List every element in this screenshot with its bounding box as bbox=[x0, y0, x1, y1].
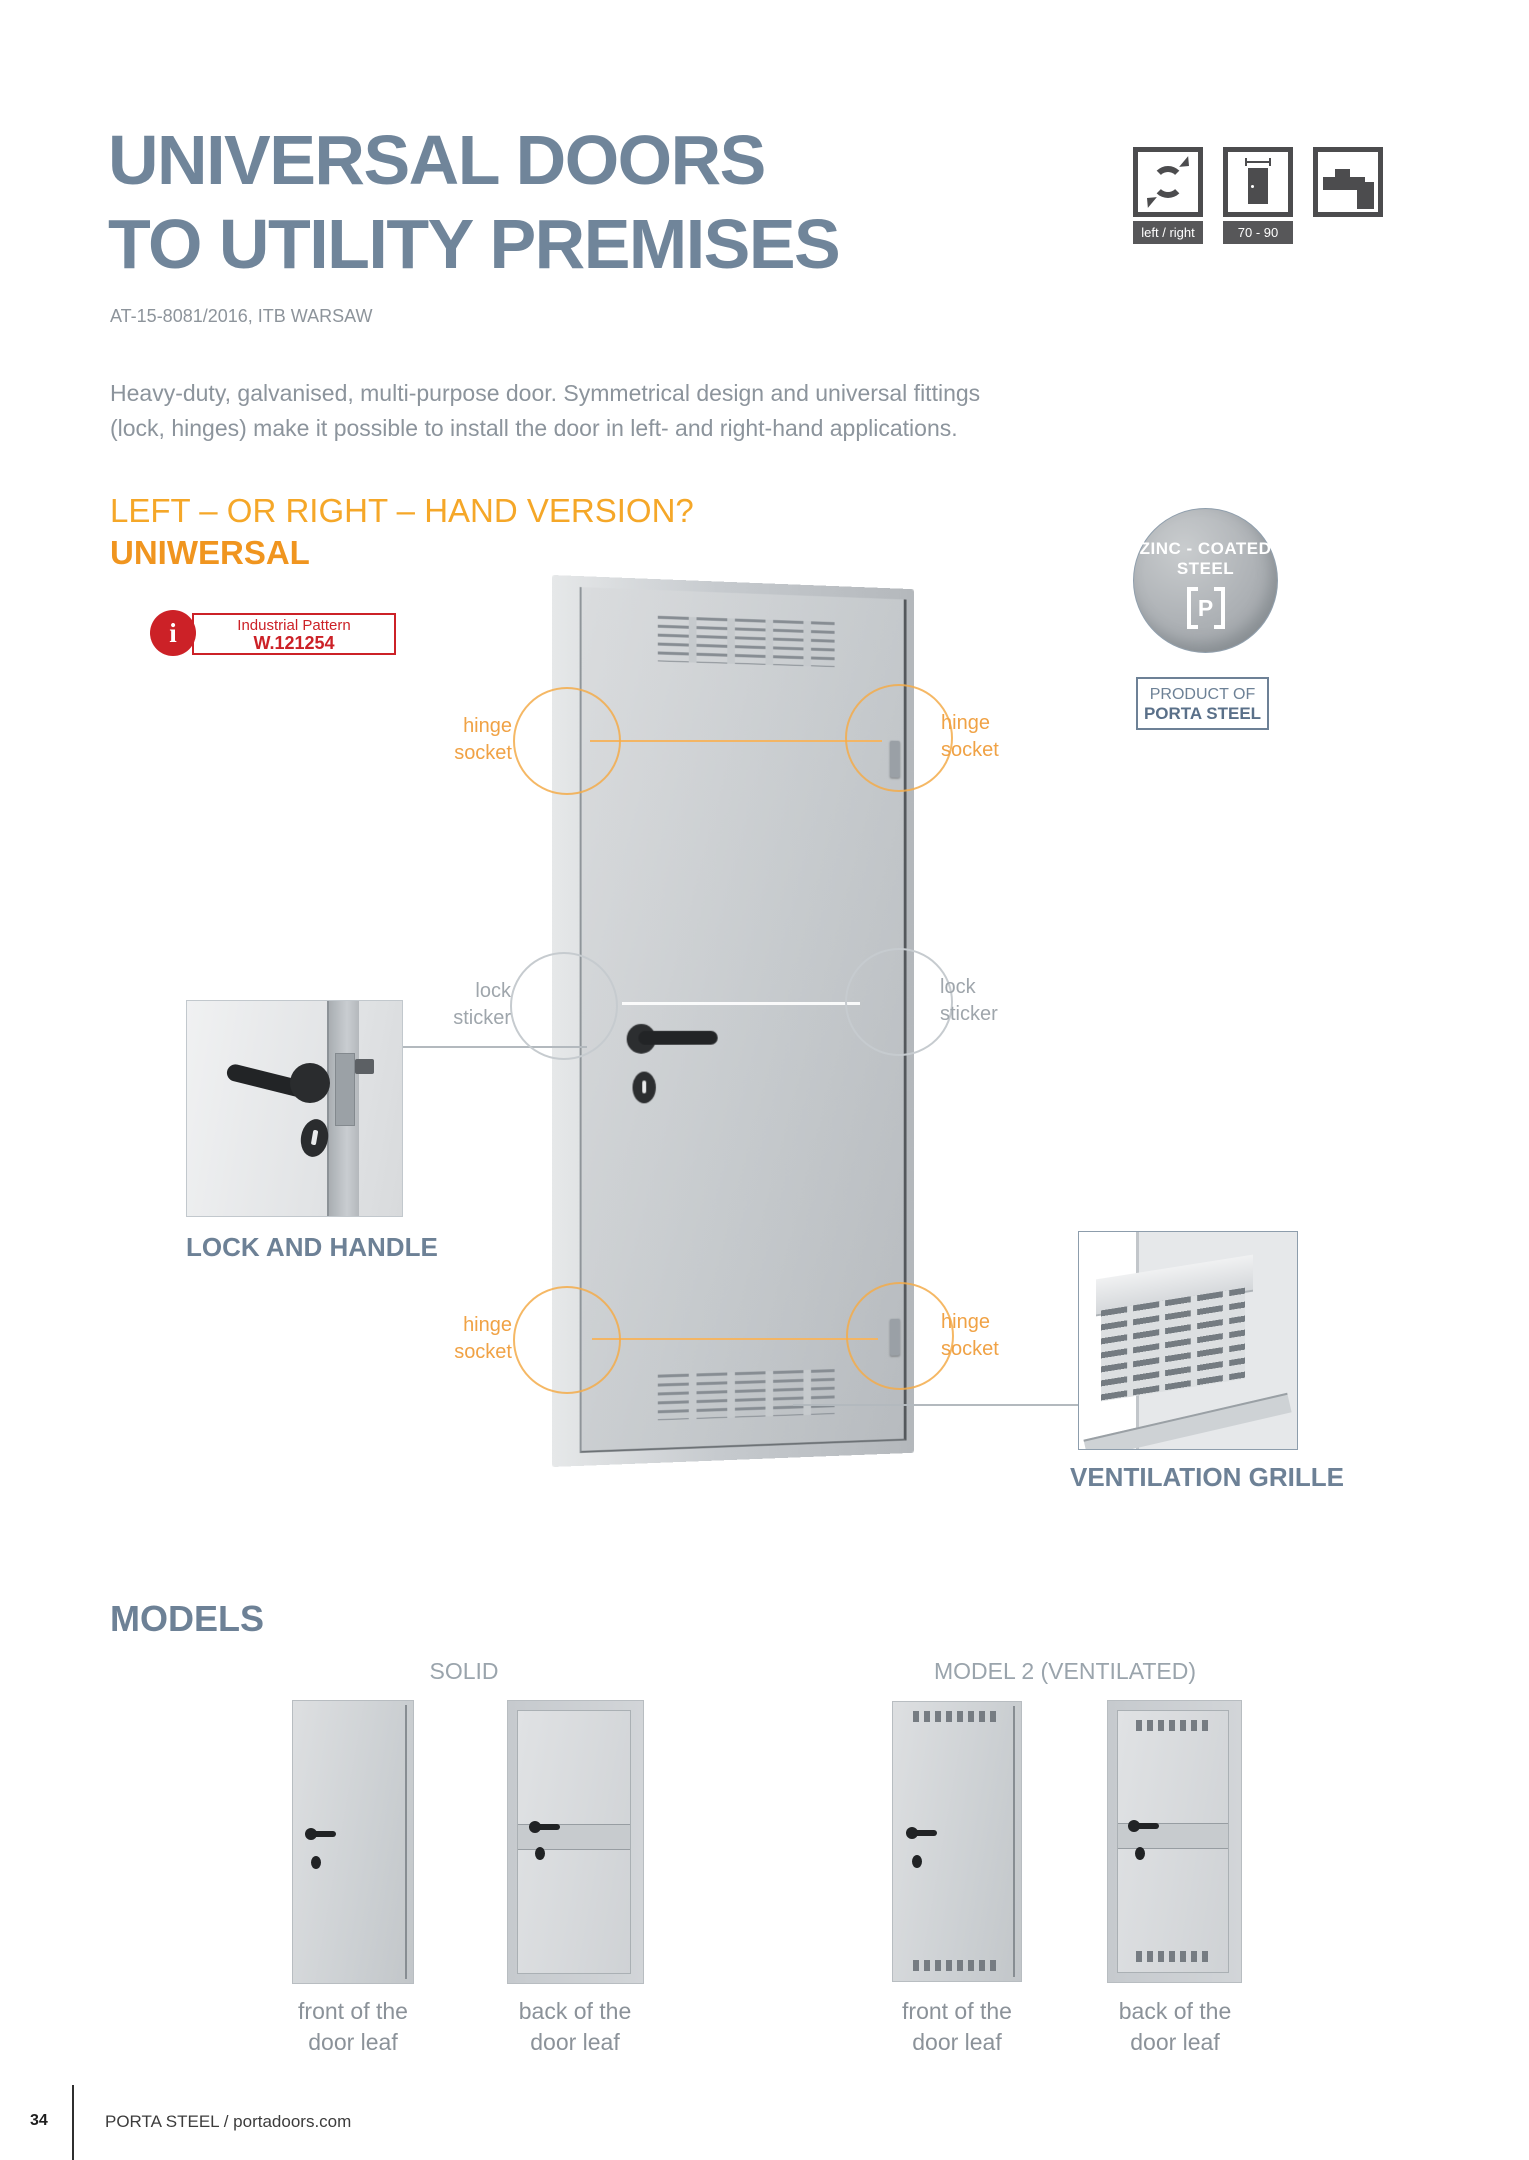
thumb-lock bbox=[311, 1856, 321, 1869]
logo-letter: P bbox=[1197, 595, 1214, 621]
hinge-top-callout-line bbox=[590, 740, 882, 742]
product-of-badge bbox=[1136, 677, 1269, 730]
ventilation-caption: VENTILATION GRILLE bbox=[1070, 1462, 1344, 1492]
porta-logo-icon bbox=[1187, 587, 1225, 629]
description-line1: Heavy-duty, galvanised, multi-purpose door. Symmetrical design and universal fittings bbox=[110, 380, 981, 406]
caption-solid-back bbox=[460, 1996, 690, 2058]
profile-tab-icon bbox=[1335, 169, 1350, 177]
hinge-bottom-callout-line bbox=[592, 1338, 878, 1340]
lock-bolt bbox=[355, 1059, 374, 1074]
profile-block-icon bbox=[1357, 182, 1374, 209]
industrial-pattern-label: Industrial Pattern bbox=[237, 617, 351, 634]
zinc-coated-steel-badge bbox=[1133, 508, 1278, 653]
version-heading: LEFT – OR RIGHT – HAND VERSION? bbox=[110, 492, 694, 529]
hinge-top-right-circle bbox=[845, 684, 953, 792]
thumb-handle bbox=[534, 1824, 560, 1830]
logo-bracket-right bbox=[1214, 587, 1225, 629]
door-thumb-vent-front bbox=[892, 1701, 1022, 1982]
caption-line2: door leaf bbox=[912, 2029, 1002, 2055]
certificate-reference: AT-15-8081/2016, ITB WARSAW bbox=[110, 306, 373, 326]
hinge-bottom-left-circle bbox=[513, 1286, 621, 1394]
lock-cylinder bbox=[633, 1072, 656, 1104]
arrowhead-icon bbox=[1179, 156, 1199, 176]
thumb-inner-panel bbox=[517, 1710, 631, 1974]
callout-hinge-bottom-left: hinge socket bbox=[454, 1314, 512, 1363]
door-edge-line bbox=[405, 1705, 407, 1979]
hinge-top-left-circle bbox=[513, 687, 621, 795]
callout-hinge-top-left: hinge socket bbox=[454, 715, 512, 764]
models-heading: MODELS bbox=[110, 1598, 265, 1639]
door-thumb-solid-back bbox=[507, 1700, 644, 1984]
width-measure-icon bbox=[1245, 161, 1271, 163]
version-subheading: UNIWERSAL bbox=[110, 534, 310, 571]
thumb-vent-top bbox=[913, 1711, 997, 1722]
page-number: 34 bbox=[30, 2112, 48, 2129]
callout-lock-right: lock sticker bbox=[940, 976, 998, 1025]
thumb-handle bbox=[1133, 1823, 1159, 1829]
caption-vent-front bbox=[842, 1996, 1072, 2058]
width-icon-label: 70 - 90 bbox=[1223, 221, 1293, 244]
callout-hinge-top-right: hinge socket bbox=[941, 712, 999, 761]
industrial-pattern-badge bbox=[192, 613, 396, 655]
door-top-vent-grille bbox=[657, 616, 834, 667]
thumb-lock bbox=[912, 1855, 922, 1868]
caption-vent-back bbox=[1060, 1996, 1290, 2058]
product-description bbox=[110, 376, 980, 446]
page-title bbox=[108, 118, 839, 286]
left-right-swap-icon bbox=[1133, 147, 1203, 217]
door-handle-dot-icon bbox=[1251, 185, 1254, 188]
caption-line1: back of the bbox=[518, 1998, 632, 2024]
thumb-lock bbox=[1135, 1847, 1145, 1860]
footer-divider bbox=[72, 2085, 74, 2160]
zinc-badge-line1: ZINC - COATED bbox=[1139, 539, 1272, 558]
info-icon: i bbox=[150, 610, 196, 656]
page-title-line2: TO UTILITY PREMISES bbox=[108, 205, 840, 283]
hinge-bottom-right-circle bbox=[846, 1282, 954, 1390]
swap-arrows-icon bbox=[1152, 166, 1184, 198]
ventilation-grille-photo bbox=[1078, 1231, 1298, 1450]
door-leaf-icon bbox=[1248, 168, 1268, 204]
caption-line1: front of the bbox=[298, 1998, 408, 2024]
zinc-badge-line2: STEEL bbox=[1176, 559, 1235, 578]
caption-solid-front bbox=[238, 1996, 468, 2058]
keyhole bbox=[642, 1081, 646, 1094]
lock-handle-caption: LOCK AND HANDLE bbox=[186, 1232, 438, 1262]
caption-line1: back of the bbox=[1118, 1998, 1232, 2024]
thumb-handle bbox=[911, 1830, 937, 1836]
callout-lock-left: lock sticker bbox=[453, 980, 511, 1029]
lock-left-circle bbox=[510, 952, 618, 1060]
caption-line2: door leaf bbox=[1130, 2029, 1220, 2055]
caption-line1: front of the bbox=[902, 1998, 1012, 2024]
column-header-solid: SOLID bbox=[429, 1658, 499, 1684]
thumb-vent-bottom bbox=[913, 1960, 997, 1971]
product-of-line2: PORTA STEEL bbox=[1143, 704, 1262, 723]
caption-line2: door leaf bbox=[308, 2029, 398, 2055]
thumb-lock bbox=[535, 1847, 545, 1860]
door-width-icon bbox=[1223, 147, 1293, 217]
handle-base bbox=[290, 1063, 330, 1103]
door-edge-line bbox=[1013, 1706, 1015, 1977]
industrial-pattern-number: W.121254 bbox=[253, 633, 335, 653]
swap-icon-label: left / right bbox=[1133, 221, 1203, 244]
lock-right-circle bbox=[845, 948, 953, 1056]
thumb-inner-panel bbox=[1117, 1710, 1229, 1973]
footer-brand: PORTA STEEL / portadoors.com bbox=[105, 2112, 352, 2131]
thumb-handle bbox=[310, 1831, 336, 1837]
description-line2: (lock, hinges) make it possible to install the door in left- and right-hand applications. bbox=[110, 415, 958, 441]
lock-faceplate bbox=[335, 1053, 354, 1126]
door-bottom-vent-grille bbox=[657, 1369, 834, 1420]
lock-handle-photo bbox=[186, 1000, 403, 1217]
page-title-line1: UNIVERSAL DOORS bbox=[108, 121, 765, 199]
column-header-ventilated: MODEL 2 (VENTILATED) bbox=[934, 1658, 1196, 1684]
frame-profile-icon bbox=[1313, 147, 1383, 217]
ventilation-callout-line bbox=[793, 1404, 1078, 1406]
door-thumb-vent-back bbox=[1107, 1700, 1242, 1983]
thumb-vent-top bbox=[1136, 1720, 1209, 1731]
thumb-vent-bottom bbox=[1136, 1951, 1209, 1962]
callout-hinge-bottom-right: hinge socket bbox=[941, 1311, 999, 1360]
keyhole bbox=[311, 1130, 319, 1146]
door-thumb-solid-front bbox=[292, 1700, 414, 1984]
door-handle bbox=[638, 1031, 717, 1045]
lock-right-callout-line bbox=[622, 1002, 860, 1005]
product-of-line1: PRODUCT OF bbox=[1149, 686, 1256, 703]
caption-line2: door leaf bbox=[530, 2029, 620, 2055]
